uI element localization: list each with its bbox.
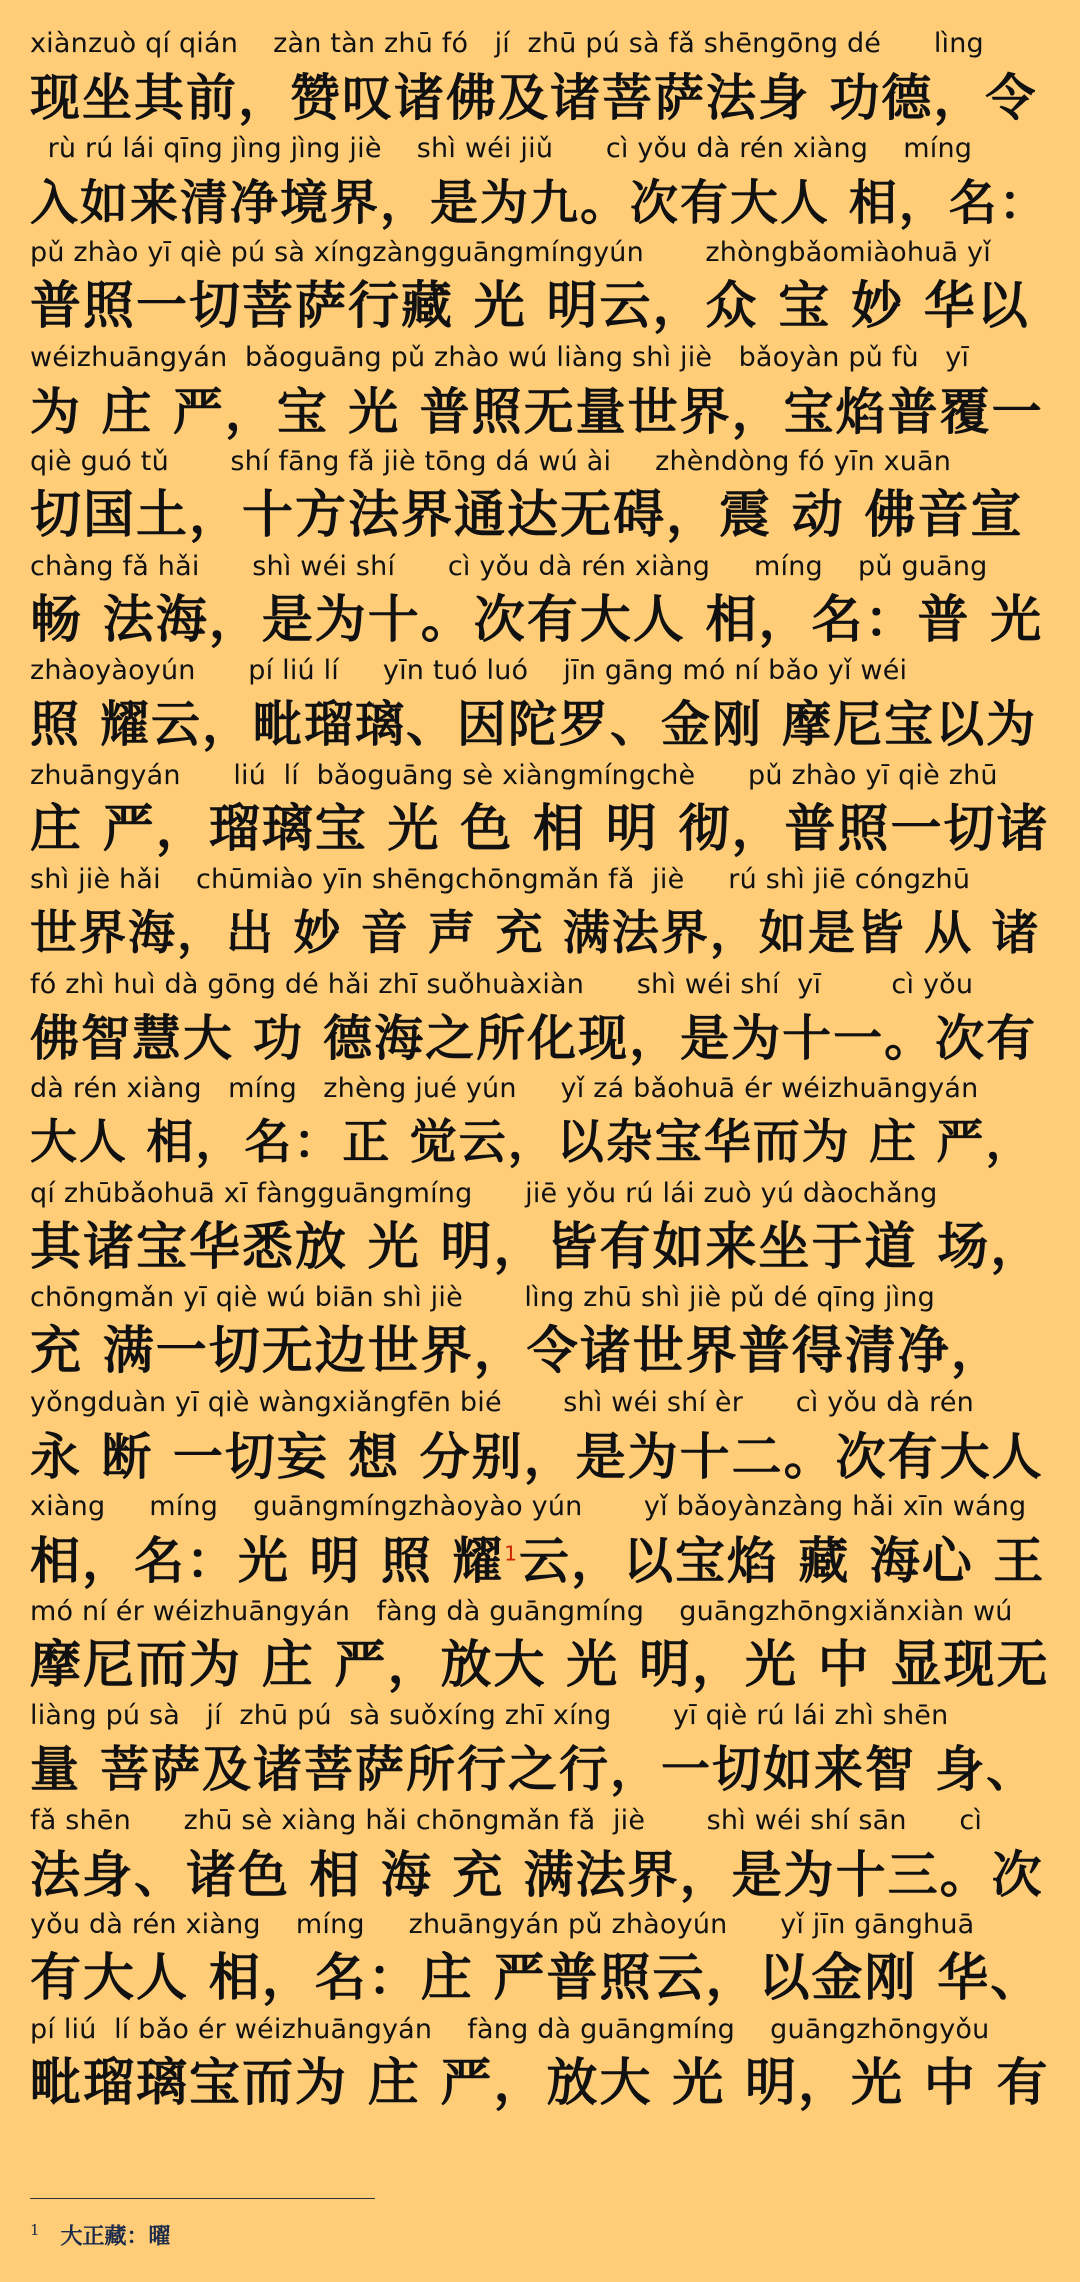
hanzi-line: 大人 相，名：正 觉云，以杂宝华而为 庄 严， xyxy=(30,1115,1035,1170)
pinyin-line: liàng pú sà jí zhū pú sà suǒxíng zhī xíng yī qiè rú lái zhì shēn xyxy=(30,1700,949,1731)
hanzi-line: 永 断 一切妄 想 分别，是为十二。次有大人 xyxy=(30,1427,1044,1486)
hanzi-line: 照 耀云，毗瑠璃、因陀罗、金刚 摩尼宝以为 xyxy=(30,696,1038,753)
text-line xyxy=(30,967,1050,1072)
text-line xyxy=(30,444,1050,549)
pinyin-line: pǔ zhào yī qiè pú sà xíngzàngguāngmíngyún zhòngbǎomiàohuā yǐ xyxy=(30,237,991,268)
pinyin-line: yǒngduàn yī qiè wàngxiǎngfēn bié shì wéi shí èr cì yǒu dà rén xyxy=(30,1386,974,1418)
pinyin-line: pí liú lí bǎo ér wéizhuāngyán fàng dà guāngmíng guāngzhōngyǒu xyxy=(30,2013,990,2045)
pinyin-line: mó ní ér wéizhuāngyán fàng dà guāngmíng guāngzhōngxiǎnxiàn wú xyxy=(30,1595,1013,1627)
text-line xyxy=(30,1280,1050,1385)
hanzi-segment: 云，以宝焰 藏 海心 王 xyxy=(518,1532,1046,1590)
text-line xyxy=(30,1698,1050,1803)
pinyin-line: zhàoyàoyún pí liú lí yīn tuó luó jīn gāng mó ní bǎo yǐ wéi xyxy=(30,655,908,686)
hanzi-line: 法身、诸色 相 海 充 满法界，是为十三。次 xyxy=(30,1845,1044,1904)
hanzi-line: 充 满一切无边世界，令诸世界普得清净， xyxy=(30,1322,1004,1381)
hanzi-line: 为 庄 严，宝 光 普照无量世界，宝焰普覆一 xyxy=(30,382,1044,441)
footnote xyxy=(30,2210,630,2250)
pinyin-line: shì jiè hǎi chūmiào yīn shēngchōngmǎn fǎ jiè rú shì jiē cóngzhū xyxy=(30,864,971,895)
footnote-text: 大正藏：曜 xyxy=(60,2223,171,2250)
text-line xyxy=(30,1176,1050,1281)
text-line xyxy=(30,1489,1050,1594)
text-line xyxy=(30,26,1050,131)
text-line xyxy=(30,549,1050,654)
pinyin-line: xiàng míng guāngmíngzhàoyào yún yǐ bǎoyànzàng hǎi xīn wáng xyxy=(30,1491,1027,1522)
hanzi-line: 毗瑠璃宝而为 庄 严，放大 光 明，光 中 有 xyxy=(30,2053,1050,2113)
hanzi-line: 庄 严，瑠璃宝 光 色 相 明 彻，普照一切诸 xyxy=(30,799,1050,859)
pinyin-line: chōngmǎn yī qiè wú biān shì jiè lìng zhū shì jiè pǔ dé qīng jìng xyxy=(30,1282,935,1313)
text-line xyxy=(30,1907,1050,2012)
pinyin-line: fǎ shēn zhū sè xiàng hǎi chōngmǎn fǎ jiè shì wéi shí sān cì xyxy=(30,1804,983,1836)
text-line xyxy=(30,653,1050,758)
pinyin-line: zhuāngyán liú lí bǎoguāng sè xiàngmíngchè pǔ zhào yī qiè zhū xyxy=(30,759,998,791)
hanzi-line: 入如来清净境界，是为九。次有大人 相，名： xyxy=(30,174,1049,231)
hanzi-line: 摩尼而为 庄 严，放大 光 明，光 中 显现无 xyxy=(30,1635,1050,1695)
hanzi-line: 其诸宝华悉放 光 明，皆有如来坐于道 场， xyxy=(30,1217,1044,1277)
text-line xyxy=(30,131,1050,236)
text-line xyxy=(30,862,1050,967)
text-line xyxy=(30,1803,1050,1908)
text-line xyxy=(30,340,1050,445)
footnote-number: 1 xyxy=(30,2221,40,2239)
hanzi-line: 畅 法海，是为十。次有大人 相，名：普 光 xyxy=(30,590,1044,650)
pinyin-line: qiè guó tǔ shí fāng fǎ jiè tōng dá wú ài zhèndòng fó yīn xuān xyxy=(30,446,952,477)
pinyin-line: yǒu dà rén xiàng míng zhuāngyán pǔ zhàoyún yǐ jīn gānghuā xyxy=(30,1909,975,1940)
hanzi-line: 量 菩萨及诸菩萨所行之行，一切如来智 身、 xyxy=(30,1741,1038,1798)
hanzi-line: 有大人 相，名：庄 严普照云，以金刚 华、 xyxy=(30,1949,1044,2008)
hanzi-line: 世界海，出 妙 音 声 充 满法界，如是皆 从 诸 xyxy=(30,906,1041,961)
text-line xyxy=(30,1385,1050,1490)
hanzi-line: 切国土，十方法界通达无碍，震 动 佛音宣 xyxy=(30,486,1024,545)
pinyin-line: wéizhuāngyán bǎoguāng pǔ zhào wú liàng shì jiè bǎoyàn pǔ fù yī xyxy=(30,341,970,373)
hanzi-line: 普照一切菩萨行藏 光 明云，众 宝 妙 华以 xyxy=(30,277,1030,336)
text-line xyxy=(30,1071,1050,1176)
hanzi-segment: 相，名：光 明 照 耀 xyxy=(30,1532,505,1590)
text-line xyxy=(30,2012,1050,2117)
pinyin-line: rù rú lái qīng jìng jìng jiè shì wéi jiǔ cì yǒu dà rén xiàng míng xyxy=(30,132,973,164)
pinyin-line: qí zhūbǎohuā xī fàngguāngmíng jiē yǒu rú lái zuò yú dàochǎng xyxy=(30,1177,938,1209)
pinyin-line: xiànzuò qí qián zàn tàn zhū fó jí zhū pú sà fǎ shēngōng dé lìng xyxy=(30,28,984,59)
text-line xyxy=(30,235,1050,340)
footnote-divider xyxy=(30,2198,375,2199)
pinyin-line: dà rén xiàng míng zhèng jué yún yǐ zá bǎohuā ér wéizhuāngyán xyxy=(30,1073,979,1104)
pinyin-line: fó zhì huì dà gōng dé hǎi zhī suǒhuàxiàn shì wéi shí yī cì yǒu xyxy=(30,968,974,1000)
hanzi-line: 现坐其前，赞叹诸佛及诸菩萨法身 功德，令 xyxy=(30,69,1038,127)
text-line xyxy=(30,1594,1050,1699)
hanzi-line: 佛智慧大 功 德海之所化现，是为十一。次有 xyxy=(30,1009,1038,1067)
footnote-reference[interactable]: 1 xyxy=(504,1541,519,1566)
pinyin-line: chàng fǎ hǎi shì wéi shí cì yǒu dà rén xiàng míng pǔ guāng xyxy=(30,550,988,582)
hanzi-line xyxy=(30,1529,1050,1593)
text-line xyxy=(30,758,1050,863)
